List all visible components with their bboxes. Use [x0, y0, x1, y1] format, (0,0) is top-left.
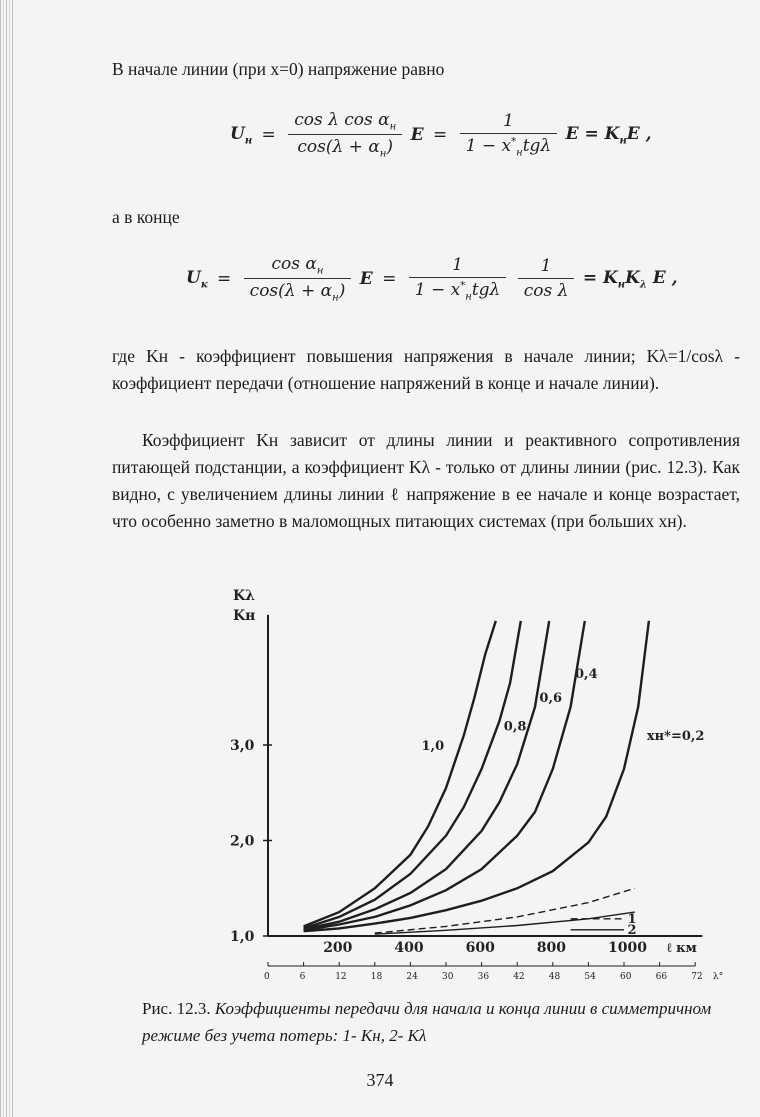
- figure-12-3-chart: [212, 588, 724, 983]
- x-tick-label: 800: [536, 940, 567, 956]
- legend-key: 2: [627, 922, 637, 938]
- page-binding-edge: [0, 0, 14, 1117]
- curve-label: 1,0: [421, 738, 445, 754]
- intro-line: В начале линии (при x=0) напряжение равно: [112, 59, 445, 79]
- angle-tick-label: 0: [264, 972, 270, 982]
- x-tick-label: 400: [394, 940, 424, 956]
- angle-tick-label: 48: [548, 972, 561, 982]
- angle-tick-label: 24: [406, 972, 418, 982]
- angle-axis-label: λ°: [713, 972, 724, 982]
- angle-tick-label: 66: [655, 972, 668, 982]
- angle-tick-label: 18: [370, 972, 383, 982]
- end-line: а в конце: [112, 207, 180, 227]
- angle-tick-label: 30: [442, 972, 454, 982]
- equation-end-voltage: $U_к$ = $\frac{\cos \alpha_н}{\cos(\lambda + \alpha_н)}$ E = $\frac{1}{1 - x^*_нtg\lambda}$ $\frac{1}{\text{cos λ}}$ = $K_нK_\lambda$ E ,: [186, 254, 678, 304]
- curve-7: [375, 912, 635, 934]
- angle-tick-label: 36: [477, 972, 490, 982]
- x-tick-label: 1000: [608, 940, 647, 956]
- angle-tick-label: 54: [584, 972, 596, 982]
- angle-tick-label: 42: [513, 972, 525, 982]
- angle-tick-label: 72: [691, 972, 703, 982]
- figure-caption: [142, 995, 742, 1049]
- y-tick-label: 2,0: [230, 833, 255, 850]
- x-tick-label: 600: [465, 940, 495, 956]
- page-number: 374: [366, 1070, 394, 1090]
- curve-label: 0,4: [575, 667, 598, 683]
- paragraph-coefficient: Коэффициент Kн зависит от длины линии и реактивного сопротивления питающей подстанции, а коэффициент Kλ - только от длины линии (рис. 12.3). Как видно, с увеличением длины линии ℓ напряжение в ее начале и конце возрастает, что особенно заметно в маломощных питающих системах (при больших xн).: [112, 430, 740, 531]
- x-tick-label: 200: [323, 940, 353, 956]
- curve-label: 0,6: [539, 691, 563, 707]
- caption-body: Коэффициенты передачи для начала и конца линии в симметричном режиме без учета потерь: 1- Kн, 2- Kλ: [142, 999, 712, 1045]
- y-tick-label: 1,0: [230, 929, 255, 945]
- angle-tick-label: 12: [335, 972, 347, 982]
- caption-lead: Рис. 12.3.: [142, 999, 211, 1018]
- y-tick-label: 3,0: [230, 738, 255, 754]
- curve-label: xн*=0,2: [646, 729, 705, 745]
- x-axis-label: ℓ км: [666, 941, 697, 956]
- angle-tick-label: 60: [620, 972, 632, 982]
- legend-key: 1: [627, 911, 637, 927]
- y-axis-label-k-lambda: Kλ: [233, 588, 255, 604]
- curve-2: [304, 621, 521, 929]
- angle-tick-label: 6: [299, 972, 306, 982]
- paragraph-definitions: где Kн - коэффициент повышения напряжения в начале линии; Kλ=1/cosλ - коэффициент передачи (отношение напряжений в конце и начале линии).: [112, 346, 740, 393]
- curve-label: 0,8: [503, 719, 527, 735]
- equation-start-voltage: $U_н$ = $\frac{\cos \lambda \cos \alpha_н}{\cos(\lambda + \alpha_н)}$ E = $\frac{1}{1 - x^*_нtg\lambda}$ $E = K_нE$ ,: [230, 110, 652, 160]
- y-axis-label-k-n: Kн: [233, 608, 256, 624]
